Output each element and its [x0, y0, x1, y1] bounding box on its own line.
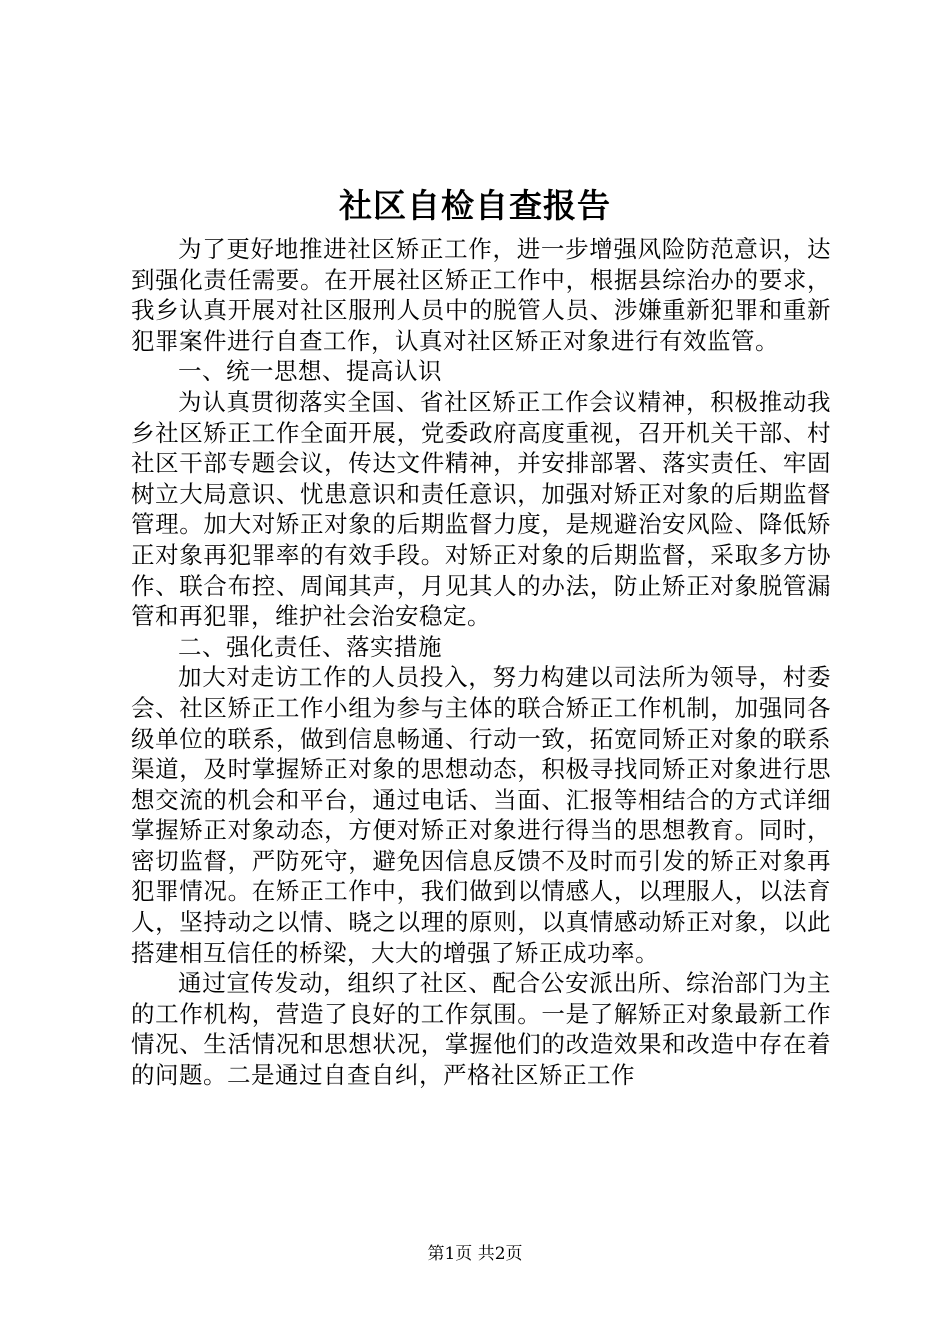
section-heading-2: 二、强化责任、落实措施 [178, 632, 442, 661]
section-1-paragraph: 为认真贯彻落实全国、省社区矫正工作会议精神，积极推动我乡社区矫正工作全面开展，党委政府高度重视，召开机关干部、村社区干部专题会议，传达文件精神，并安排部署、落实责任、牢固树立大局意识、忧患意识和责任意识，加强对矫正对象的后期监督管理。加大对矫正对象的后期监督力度，是规避治安风险、降低矫正对象再犯罪率的有效手段。对矫正对象的后期监督，采取多方协作、联合布控、周闻其声，月见其人的办法，防止矫正对象脱管漏管和再犯罪，维护社会治安稳定。 [131, 387, 831, 631]
section-heading-1: 一、统一思想、提高认识 [178, 357, 442, 386]
document-title: 社区自检自查报告 [339, 186, 611, 225]
intro-paragraph: 为了更好地推进社区矫正工作，进一步增强风险防范意识，达到强化责任需要。在开展社区矫正工作中，根据县综治办的要求，我乡认真开展对社区服刑人员中的脱管人员、涉嫌重新犯罪和重新犯罪案件进行自查工作，认真对社区矫正对象进行有效监管。 [131, 235, 831, 355]
document-body [131, 234, 831, 1091]
section-2-paragraph-1: 加大对走访工作的人员投入，努力构建以司法所为领导，村委会、社区矫正工作小组为参与主体的联合矫正工作机制，加强同各级单位的联系，做到信息畅通、行动一致，拓宽同矫正对象的联系渠道，及时掌握矫正对象的思想动态，积极寻找同矫正对象进行思想交流的机会和平台，通过电话、当面、汇报等相结合的方式详细掌握矫正对象动态，方便对矫正对象进行得当的思想教育。同时，密切监督，严防死守，避免因信息反馈不及时而引发的矫正对象再犯罪情况。在矫正工作中，我们做到以情感人，以理服人，以法育人，坚持动之以情、晓之以理的原则，以真情感动矫正对象，以此搭建相互信任的桥梁，大大的增强了矫正成功率。 [131, 663, 831, 967]
section-2-paragraph-2: 通过宣传发动，组织了社区、配合公安派出所、综治部门为主的工作机构，营造了良好的工作氛围。一是了解矫正对象最新工作情况、生活情况和思想状况，掌握他们的改造效果和改造中存在着的问题。二是通过自查自纠，严格社区矫正工作 [131, 969, 831, 1090]
page-footer: 第1页 共2页 [427, 1244, 523, 1264]
